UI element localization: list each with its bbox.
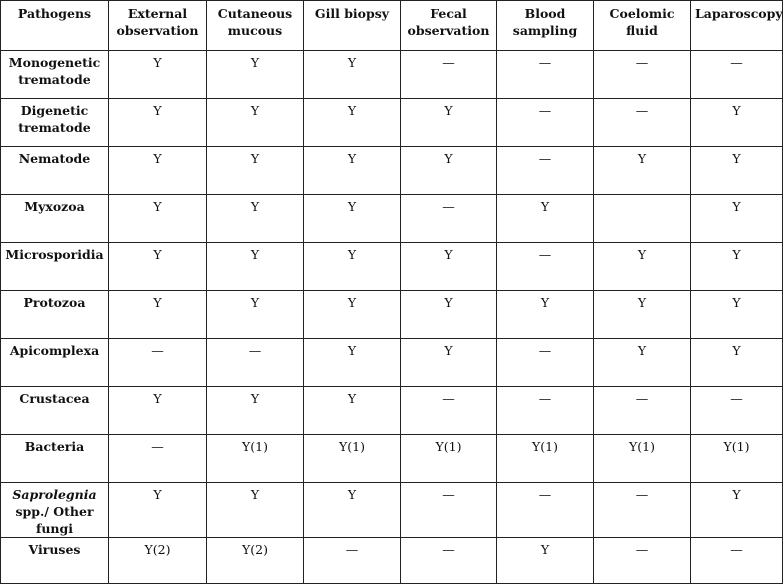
table-cell: Y (594, 291, 691, 339)
table-cell: — (401, 51, 497, 99)
table-cell: Y (109, 387, 207, 435)
table-cell: — (594, 538, 691, 584)
pathogen-name: Apicomplexa (1, 339, 109, 387)
table-cell: Y (207, 483, 304, 538)
table-cell: Y (594, 147, 691, 195)
table-row (1, 195, 783, 243)
header-blood-sampling: Blood sampling (497, 1, 594, 51)
table-cell: Y (691, 195, 783, 243)
table-row (1, 339, 783, 387)
table-cell: Y (207, 147, 304, 195)
table-cell: Y (109, 195, 207, 243)
table-cell: — (497, 99, 594, 147)
table-cell: — (109, 435, 207, 483)
header-laparoscopy: Laparoscopy (691, 1, 783, 51)
header-fecal-observation: Fecal observation (401, 1, 497, 51)
table-cell: Y (109, 99, 207, 147)
table-cell: Y (207, 51, 304, 99)
table-cell: Y (401, 147, 497, 195)
header-pathogens: Pathogens (1, 1, 109, 51)
table-cell: Y (207, 291, 304, 339)
table-cell: — (497, 483, 594, 538)
table-cell: Y (691, 291, 783, 339)
pathogen-name: Nematode (1, 147, 109, 195)
table-cell: Y (304, 339, 401, 387)
header-external-observation: External observation (109, 1, 207, 51)
header-cutaneous-mucous: Cutaneous mucous (207, 1, 304, 51)
table-cell: Y(1) (401, 435, 497, 483)
table-cell: Y (109, 243, 207, 291)
table-cell: Y(1) (691, 435, 783, 483)
header-gill-biopsy: Gill biopsy (304, 1, 401, 51)
table-cell: — (594, 387, 691, 435)
pathogen-name: Bacteria (1, 435, 109, 483)
table-row (1, 291, 783, 339)
table-cell: Y (594, 243, 691, 291)
table-row (1, 99, 783, 147)
table-cell: Y (401, 291, 497, 339)
table-cell: Y (207, 243, 304, 291)
pathogen-name: Monogenetic trematode (1, 51, 109, 99)
table-cell: Y (691, 483, 783, 538)
table-cell: Y (304, 387, 401, 435)
table-cell: — (109, 339, 207, 387)
pathogen-name-italic: Saprolegnia (12, 487, 97, 502)
table-cell: Y (497, 538, 594, 584)
table-cell: — (594, 483, 691, 538)
table-cell: Y (691, 339, 783, 387)
table-cell: Y (304, 243, 401, 291)
table-cell: — (401, 195, 497, 243)
table-cell: Y (691, 147, 783, 195)
table-cell: Y (304, 51, 401, 99)
table-cell: Y (304, 99, 401, 147)
pathogen-name: Microsporidia (1, 243, 109, 291)
table-cell: Y(1) (207, 435, 304, 483)
table-cell: Y (401, 243, 497, 291)
table-cell: — (497, 51, 594, 99)
table-row (1, 538, 783, 584)
table-cell: Y (109, 51, 207, 99)
table-cell: — (207, 339, 304, 387)
table-row (1, 387, 783, 435)
table-cell: Y (109, 147, 207, 195)
pathogen-name: Crustacea (1, 387, 109, 435)
pathogen-name: Protozoa (1, 291, 109, 339)
header-coelomic-fluid: Coelomic fluid (594, 1, 691, 51)
table-cell: Y (304, 291, 401, 339)
table-cell: Y (304, 483, 401, 538)
table-cell: — (594, 51, 691, 99)
table-cell: — (401, 387, 497, 435)
table-cell: — (497, 387, 594, 435)
pathogen-name: Viruses (1, 538, 109, 584)
table-cell: Y (401, 339, 497, 387)
table-cell: Y (109, 291, 207, 339)
table-cell: — (401, 538, 497, 584)
table-cell: — (691, 538, 783, 584)
table-cell: Y (207, 99, 304, 147)
table-cell: Y(1) (304, 435, 401, 483)
table-cell: Y(1) (497, 435, 594, 483)
table-cell: — (497, 243, 594, 291)
table-cell: Y (594, 339, 691, 387)
table-cell: — (497, 339, 594, 387)
table-cell: — (594, 99, 691, 147)
table-cell: — (691, 51, 783, 99)
table-cell: Y (497, 195, 594, 243)
table-cell: Y (497, 291, 594, 339)
pathogen-name (1, 483, 109, 538)
table-cell: Y (304, 147, 401, 195)
table-row (1, 243, 783, 291)
pathogen-name: Myxozoa (1, 195, 109, 243)
table-cell: Y(2) (109, 538, 207, 584)
table-cell: — (401, 483, 497, 538)
table-cell: Y (691, 243, 783, 291)
header-row (1, 1, 783, 51)
table-row (1, 51, 783, 99)
table-cell: Y (109, 483, 207, 538)
table-row (1, 435, 783, 483)
table-cell (594, 195, 691, 243)
pathogen-name: Digenetic trematode (1, 99, 109, 147)
table-cell: — (304, 538, 401, 584)
table-cell: Y (401, 99, 497, 147)
table-cell: — (691, 387, 783, 435)
table-cell: Y (691, 99, 783, 147)
table-row (1, 483, 783, 538)
table-cell: Y (304, 195, 401, 243)
table-cell: Y (207, 195, 304, 243)
table-cell: Y(2) (207, 538, 304, 584)
pathogen-name-rest: spp./ Other fungi (15, 504, 94, 536)
table-cell: — (497, 147, 594, 195)
table-cell: Y(1) (594, 435, 691, 483)
table-cell: Y (207, 387, 304, 435)
table-row (1, 147, 783, 195)
